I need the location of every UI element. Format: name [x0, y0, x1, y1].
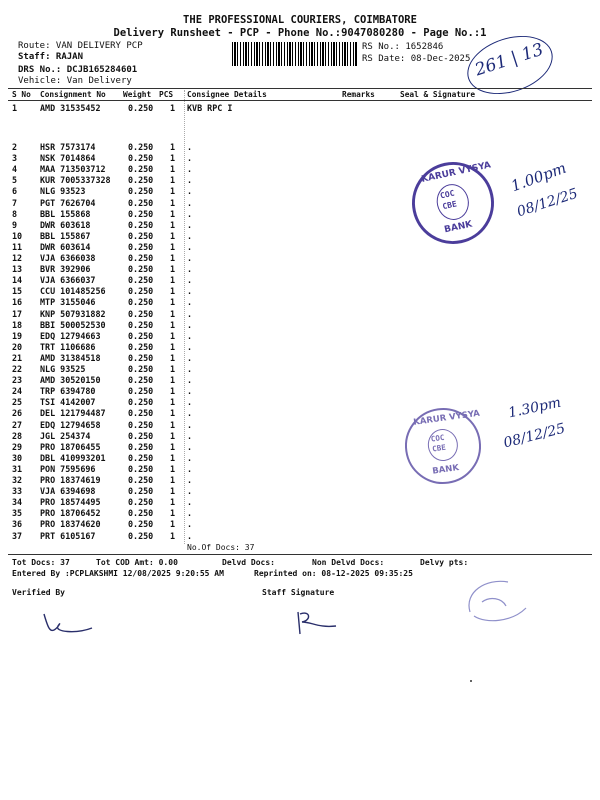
- cell-consignee: .: [187, 297, 193, 308]
- cell-sno: 21: [12, 352, 23, 363]
- table-row: [0, 309, 600, 320]
- cell-sno: 32: [12, 475, 23, 485]
- cell-pcs: 1: [170, 142, 176, 152]
- cell-consignment-no: PON 7595696: [40, 463, 96, 474]
- table-row: [0, 286, 600, 297]
- cell-consignee: .: [187, 153, 193, 164]
- staff-signature: [290, 608, 340, 638]
- cell-pcs: 1: [170, 430, 176, 441]
- cell-sno: 37: [12, 530, 23, 541]
- cell-sno: 17: [12, 308, 23, 319]
- cell-weight: 0.250: [128, 330, 154, 341]
- cell-weight: 0.250: [128, 386, 154, 397]
- cell-consignment-no: VJA 6366038: [40, 253, 96, 263]
- cell-consignee: .: [187, 530, 193, 541]
- cell-consignee: .: [187, 219, 193, 230]
- cell-weight: 0.250: [128, 297, 154, 308]
- cell-pcs: 1: [170, 175, 176, 186]
- cell-sno: 35: [12, 508, 23, 519]
- cell-weight: 0.250: [128, 286, 154, 297]
- cell-pcs: 1: [170, 497, 176, 508]
- cell-consignment-no: BVR 392906: [40, 264, 91, 275]
- cell-weight: 0.250: [128, 208, 154, 219]
- cell-sno: 19: [12, 330, 23, 341]
- cell-consignment-no: MAA 713503712: [40, 164, 106, 175]
- table-row: [0, 164, 600, 175]
- cell-consignment-no: MTP 3155046: [40, 297, 96, 308]
- table-row: [0, 364, 600, 375]
- cell-consignee: .: [187, 452, 193, 463]
- cell-sno: 6: [12, 186, 18, 197]
- tot-docs: Tot Docs: 37: [12, 558, 70, 567]
- cell-weight: 0.250: [128, 341, 154, 352]
- cell-consignment-no: BBI 500052530: [40, 319, 106, 330]
- cell-consignee: .: [187, 375, 193, 386]
- route-label: Route: VAN DELIVERY PCP: [18, 41, 143, 51]
- cell-sno: 26: [12, 408, 23, 419]
- table-row: [0, 264, 600, 275]
- delvy-pts: Delvy pts:: [420, 558, 469, 567]
- cell-sno: 25: [12, 397, 23, 408]
- cell-consignee: .: [187, 430, 193, 441]
- cell-consignment-no: AMD 31384518: [40, 352, 101, 363]
- cell-sno: 30: [12, 452, 23, 463]
- table-row: [0, 142, 600, 153]
- cell-sno: 33: [12, 486, 23, 497]
- cell-consignee: .: [187, 441, 193, 452]
- cell-pcs: 1: [170, 153, 176, 164]
- cell-consignment-no: TSI 4142007: [40, 397, 96, 408]
- cell-consignee: .: [187, 186, 193, 197]
- verified-signature: [36, 608, 96, 638]
- cell-weight: 0.250: [128, 475, 154, 485]
- reprinted-on: Reprinted on: 08-12-2025 09:35:25: [254, 569, 413, 578]
- cell-sno: 34: [12, 497, 23, 508]
- cell-weight: 0.250: [128, 364, 154, 374]
- tot-cod: Tot COD Amt: 0.00: [96, 558, 178, 567]
- cell-consignment-no: TRP 6394780: [40, 386, 96, 397]
- cell-consignment-no: HSR 7573174: [40, 142, 96, 152]
- cell-sno: 18: [12, 319, 23, 330]
- cell-pcs: 1: [170, 186, 176, 197]
- cell-consignee: .: [187, 264, 193, 275]
- cell-consignee: .: [187, 486, 193, 497]
- table-row: [0, 275, 600, 286]
- cell-sno: 36: [12, 519, 23, 530]
- cell-consignee: .: [187, 475, 193, 485]
- cell-consignment-no: DBL 410993201: [40, 452, 106, 463]
- cell-weight: 0.250: [128, 419, 154, 430]
- cell-sno: 1: [12, 103, 18, 113]
- rs-number: RS No.: 1652846: [362, 42, 444, 52]
- stamp-2-branch-2: CBE: [431, 442, 447, 454]
- cell-consignee: .: [187, 275, 193, 286]
- cell-consignee: .: [187, 142, 193, 152]
- cell-weight: 0.250: [128, 486, 154, 497]
- table-row: [0, 486, 600, 497]
- no-of-docs: No.Of Docs: 37: [187, 543, 255, 552]
- table-row: [0, 475, 600, 486]
- cell-weight: 0.250: [128, 308, 154, 319]
- cell-sno: 12: [12, 253, 23, 263]
- cell-consignment-no: DEL 121794487: [40, 408, 106, 419]
- cell-consignee: .: [187, 241, 193, 252]
- cell-sno: 27: [12, 419, 23, 430]
- handwritten-time-1: 1.00pm: [508, 158, 569, 196]
- cell-sno: 31: [12, 463, 23, 474]
- stamp-1-branch-2: CBE: [441, 199, 458, 212]
- cell-consignment-no: DWR 603618: [40, 219, 91, 230]
- table-row: [0, 508, 600, 519]
- cell-pcs: 1: [170, 253, 176, 263]
- cell-consignment-no: PRT 6105167: [40, 530, 96, 541]
- col-consignee: Consignee Details: [187, 90, 267, 99]
- handwritten-time-2: 1.30pm: [506, 394, 563, 422]
- cell-consignee: .: [187, 230, 193, 241]
- cell-pcs: 1: [170, 208, 176, 219]
- cell-pcs: 1: [170, 452, 176, 463]
- table-row: [0, 209, 600, 220]
- cell-sno: 7: [12, 197, 18, 208]
- cell-sno: 14: [12, 275, 23, 286]
- stamp-2-top-text: KARUR VYSYA: [412, 408, 481, 428]
- cell-weight: 0.250: [128, 497, 154, 508]
- table-row: [0, 353, 600, 364]
- cell-weight: 0.250: [128, 153, 154, 164]
- cell-pcs: 1: [170, 364, 176, 374]
- cell-consignee: .: [187, 419, 193, 430]
- cell-weight: 0.250: [128, 463, 154, 474]
- barcode: [232, 42, 358, 66]
- cell-consignment-no: CCU 101485256: [40, 286, 106, 297]
- cell-consignee: .: [187, 208, 193, 219]
- cell-pcs: 1: [170, 241, 176, 252]
- table-row: [0, 220, 600, 231]
- cell-weight: 0.250: [128, 430, 154, 441]
- cell-sno: 20: [12, 341, 23, 352]
- cell-consignment-no: NSK 7014864: [40, 153, 96, 164]
- cell-consignment-no: NLG 93523: [40, 186, 86, 197]
- cell-consignment-no: PRO 18706455: [40, 441, 101, 452]
- cell-pcs: 1: [170, 330, 176, 341]
- cell-pcs: 1: [170, 419, 176, 430]
- table-row: [0, 519, 600, 530]
- table-row: [0, 386, 600, 397]
- cell-pcs: 1: [170, 530, 176, 541]
- seal-signature: [456, 572, 532, 628]
- col-weight: Weight: [123, 90, 152, 99]
- rs-date: RS Date: 08-Dec-2025: [362, 54, 471, 64]
- col-seal: Seal & Signature: [400, 90, 476, 99]
- cell-pcs: 1: [170, 397, 176, 408]
- stamp-2-bottom-text: BANK: [431, 463, 460, 477]
- cell-consignment-no: KUR 7005337328: [40, 175, 111, 186]
- col-consignment: Consignment No: [40, 90, 106, 99]
- table-row: [0, 242, 600, 253]
- cell-pcs: 1: [170, 375, 176, 386]
- header-rule-top: [8, 88, 592, 89]
- cell-weight: 0.250: [128, 441, 154, 452]
- cell-consignment-no: VJA 6366037: [40, 275, 96, 286]
- table-row: [0, 464, 600, 475]
- cell-pcs: 1: [170, 463, 176, 474]
- stamp-2-branch-1: COC: [430, 432, 445, 444]
- cell-consignment-no: EDQ 12794663: [40, 330, 101, 341]
- stamp-1-branch-1: COC: [439, 188, 456, 201]
- cell-pcs: 1: [170, 197, 176, 208]
- cell-pcs: 1: [170, 264, 176, 275]
- cell-consignment-no: BBL 155868: [40, 208, 91, 219]
- cell-pcs: 1: [170, 408, 176, 419]
- cell-pcs: 1: [170, 475, 176, 485]
- cell-sno: 24: [12, 386, 23, 397]
- cell-weight: 0.250: [128, 230, 154, 241]
- handwritten-date-2: 08/12/25: [501, 420, 567, 452]
- cell-consignment-no: KNP 507931882: [40, 308, 106, 319]
- cell-sno: 8: [12, 208, 18, 219]
- cell-sno: 15: [12, 286, 23, 297]
- header-rule-bottom: [8, 100, 592, 101]
- table-row: [0, 497, 600, 508]
- cell-consignment-no: JGL 254374: [40, 430, 91, 441]
- table-row: [0, 331, 600, 342]
- cell-consignment-no: VJA 6394698: [40, 486, 96, 497]
- cell-consignee: .: [187, 463, 193, 474]
- cell-weight: 0.250: [128, 397, 154, 408]
- cell-consignee: .: [187, 508, 193, 519]
- cell-weight: 0.250: [128, 508, 154, 519]
- cell-consignee: .: [187, 308, 193, 319]
- cell-pcs: 1: [170, 341, 176, 352]
- staff-signature-label: Staff Signature: [262, 588, 335, 597]
- cell-pcs: 1: [170, 164, 176, 175]
- company-name: THE PROFESSIONAL COURIERS, COIMBATORE: [183, 14, 417, 26]
- cell-consignment-no: PRO 18374619: [40, 475, 101, 485]
- table-row: [0, 186, 600, 197]
- cell-weight: 0.250: [128, 375, 154, 386]
- delvd-docs: Delvd Docs:: [222, 558, 275, 567]
- cell-consignee: .: [187, 330, 193, 341]
- cell-consignment-no: BBL 155867: [40, 230, 91, 241]
- cell-consignee: .: [187, 497, 193, 508]
- runsheet-title: Delivery Runsheet - PCP - Phone No.:9047080280 - Page No.:1: [113, 27, 487, 39]
- table-row: [0, 253, 600, 264]
- cell-sno: 22: [12, 364, 23, 374]
- col-remarks: Remarks: [342, 90, 375, 99]
- cell-pcs: 1: [170, 486, 176, 497]
- cell-sno: 11: [12, 241, 23, 252]
- cell-consignment-no: PRO 18706452: [40, 508, 101, 519]
- cell-weight: 0.250: [128, 164, 154, 175]
- table-row: [0, 103, 600, 114]
- cell-consignment-no: PRO 18374620: [40, 519, 101, 530]
- handwritten-date-1: 08/12/25: [515, 185, 580, 221]
- cell-consignment-no: PRO 18574495: [40, 497, 101, 508]
- cell-pcs: 1: [170, 508, 176, 519]
- cell-consignee: .: [187, 408, 193, 419]
- cell-consignment-no: AMD 31535452: [40, 103, 101, 113]
- table-row: [0, 231, 600, 242]
- cell-sno: 10: [12, 230, 23, 241]
- table-row: [0, 320, 600, 331]
- cell-consignee: KVB RPC I: [187, 103, 233, 113]
- cell-consignee: .: [187, 253, 193, 263]
- cell-consignment-no: EDQ 12794658: [40, 419, 101, 430]
- table-row: [0, 153, 600, 164]
- table-row: [0, 531, 600, 542]
- cell-pcs: 1: [170, 297, 176, 308]
- col-pcs: PCS: [159, 90, 174, 99]
- cell-pcs: 1: [170, 441, 176, 452]
- cell-pcs: 1: [170, 230, 176, 241]
- cell-consignment-no: TRT 1106686: [40, 341, 96, 352]
- table-row: [0, 453, 600, 464]
- cell-weight: 0.250: [128, 530, 154, 541]
- handwritten-corner-note: 261 | 13: [472, 39, 546, 81]
- cell-pcs: 1: [170, 308, 176, 319]
- cell-consignee: .: [187, 364, 193, 374]
- cell-weight: 0.250: [128, 175, 154, 186]
- cell-weight: 0.250: [128, 319, 154, 330]
- cell-consignment-no: AMD 30520150: [40, 375, 101, 386]
- table-row: [0, 297, 600, 308]
- cell-sno: 3: [12, 153, 18, 164]
- cell-consignment-no: PGT 7626704: [40, 197, 96, 208]
- cell-consignee: .: [187, 397, 193, 408]
- table-row: [0, 375, 600, 386]
- cell-sno: 5: [12, 175, 18, 186]
- cell-consignee: .: [187, 341, 193, 352]
- cell-pcs: 1: [170, 103, 176, 113]
- table-row: [0, 197, 600, 212]
- col-sno: S No: [12, 90, 31, 99]
- cell-weight: 0.250: [128, 264, 154, 275]
- vehicle-label: Vehicle: Van Delivery: [18, 76, 132, 86]
- non-delvd-docs: Non Delvd Docs:: [312, 558, 385, 567]
- staff-label: Staff: RAJAN: [18, 52, 84, 62]
- cell-weight: 0.250: [128, 519, 154, 530]
- cell-consignee: .: [187, 286, 193, 297]
- stamp-1-bottom-text: BANK: [443, 219, 474, 236]
- cell-sno: 4: [12, 164, 18, 175]
- cell-sno: 2: [12, 142, 18, 152]
- cell-sno: 28: [12, 430, 23, 441]
- cell-weight: 0.250: [128, 275, 154, 286]
- cell-weight: 0.250: [128, 253, 154, 263]
- cell-consignee: .: [187, 164, 193, 175]
- entered-by: Entered By :PCPLAKSHMI 12/08/2025 9:20:55 AM: [12, 569, 224, 578]
- cell-sno: 23: [12, 375, 23, 386]
- cell-pcs: 1: [170, 219, 176, 230]
- cell-pcs: 1: [170, 286, 176, 297]
- cell-consignee: .: [187, 319, 193, 330]
- cell-pcs: 1: [170, 386, 176, 397]
- cell-weight: 0.250: [128, 408, 154, 419]
- cell-pcs: 1: [170, 352, 176, 363]
- footer-rule: [8, 554, 592, 555]
- cell-weight: 0.250: [128, 142, 154, 152]
- cell-pcs: 1: [170, 519, 176, 530]
- verified-by-label: Verified By: [12, 588, 65, 597]
- cell-sno: 29: [12, 441, 23, 452]
- cell-sno: 16: [12, 297, 23, 308]
- cell-consignee: .: [187, 197, 193, 208]
- cell-consignee: .: [187, 175, 193, 186]
- cell-consignee: .: [187, 519, 193, 530]
- cell-consignee: .: [187, 352, 193, 363]
- stray-dot: [470, 680, 472, 682]
- cell-consignment-no: NLG 93525: [40, 364, 86, 374]
- drs-number: DRS No.: DCJB165284601: [18, 65, 138, 75]
- cell-weight: 0.250: [128, 219, 154, 230]
- cell-pcs: 1: [170, 319, 176, 330]
- cell-weight: 0.250: [128, 197, 154, 208]
- cell-sno: 9: [12, 219, 18, 230]
- cell-weight: 0.250: [128, 241, 154, 252]
- cell-weight: 0.250: [128, 452, 154, 463]
- cell-weight: 0.250: [128, 103, 154, 113]
- cell-sno: 13: [12, 264, 23, 275]
- cell-pcs: 1: [170, 275, 176, 286]
- stamp-1-top-text: KARUR VYSYA: [420, 160, 492, 185]
- cell-weight: 0.250: [128, 186, 154, 197]
- cell-consignment-no: DWR 603614: [40, 241, 91, 252]
- cell-consignee: .: [187, 386, 193, 397]
- cell-weight: 0.250: [128, 352, 154, 363]
- table-row: [0, 342, 600, 353]
